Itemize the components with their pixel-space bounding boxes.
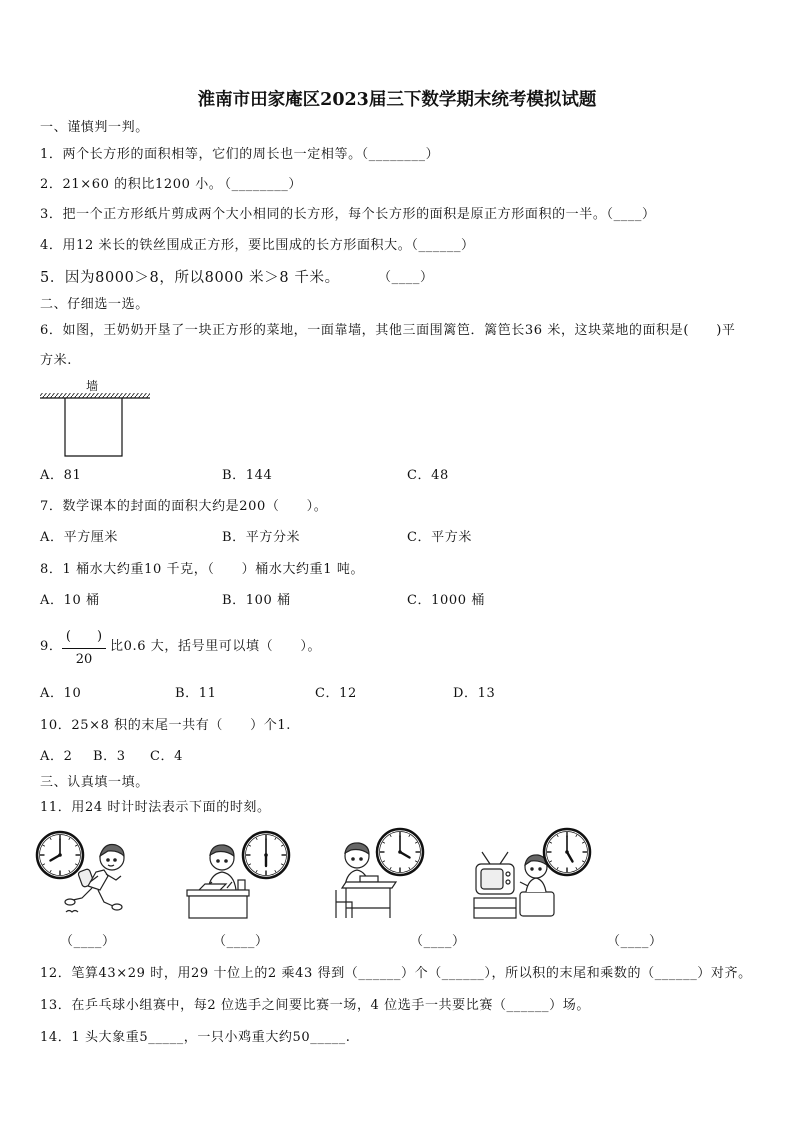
question-7-option-c: C．平方米 (407, 530, 472, 545)
page-title: 淮南市田家庵区2023届三下数学期末统考模拟试题 (197, 90, 597, 110)
clock-1-answer-blank: （____） (60, 934, 116, 949)
clock-3-answer-blank: （____） (410, 934, 466, 949)
question-8-option-b: B．100 桶 (222, 593, 291, 608)
question-8: 8．1 桶水大约重10 千克，（ ）桶水大约重1 吨。 (40, 562, 365, 577)
question-14: 14．1 头大象重5_____，一只小鸡重大约50_____. (40, 1030, 351, 1045)
clock-center-pin (58, 853, 62, 857)
question-10-option-c: C．4 (150, 749, 184, 764)
clock-3 (377, 829, 423, 875)
question-7-option-b: B．平方分米 (222, 530, 301, 545)
question-1: 1．两个长方形的面积相等，它们的周长也一定相等。（________） (40, 147, 440, 162)
question-9-text: 比0.6 大，括号里可以填（ ）。 (110, 639, 322, 654)
question-9-option-b: B．11 (175, 686, 217, 701)
clock-pictures-strip (0, 820, 794, 925)
clock-4 (544, 829, 590, 875)
question-6-option-b: B．144 (222, 468, 273, 483)
question-5-answer-blank: （____） (378, 270, 434, 285)
question-6-line-1: 6．如图，王奶奶开垦了一块正方形的菜地，一面靠墙，其他三面围篱笆．篱笆长36 米，这块菜地的面积是( )平 (40, 323, 736, 338)
clock-center-pin (398, 850, 402, 854)
question-8-option-a: A．10 桶 (40, 593, 100, 608)
question-6-option-a: A．81 (40, 468, 82, 483)
question-9-option-c: C．12 (315, 686, 357, 701)
question-3: 3．把一个正方形纸片剪成两个大小相同的长方形，每个长方形的面积是原正方形面积的一半。（____） (40, 207, 656, 222)
question-7: 7．数学课本的封面的面积大约是200（ ）。 (40, 499, 328, 514)
boy-watching-tv-illustration (474, 852, 554, 918)
fraction-bar (62, 648, 106, 649)
question-9-number: 9． (40, 639, 63, 654)
question-8-option-c: C．1000 桶 (407, 593, 485, 608)
question-6-option-c: C．48 (407, 468, 449, 483)
clock-2-answer-blank: （____） (213, 934, 269, 949)
question-10: 10．25×8 积的末尾一共有（ ）个1. (40, 718, 291, 733)
question-7-option-a: A．平方厘米 (40, 530, 118, 545)
section-heading-choose: 二、仔细选一选。 (40, 297, 149, 312)
clock-2 (243, 832, 289, 878)
question-4: 4．用12 米长的铁丝围成正方形，要比围成的长方形面积大。（______） (40, 238, 475, 253)
wall-hatching (40, 393, 150, 398)
question-10-option-b: B．3 (93, 749, 126, 764)
question-6-line-2: 方米. (40, 353, 72, 368)
clock-1 (37, 832, 83, 878)
question-9-option-a: A．10 (40, 686, 82, 701)
boy-at-desk-illustration (187, 845, 249, 918)
wall-label: 墙 (86, 379, 99, 393)
question-5: 5．因为8000＞8，所以8000 米＞8 千米。 (40, 270, 340, 286)
clock-4-answer-blank: （____） (607, 934, 663, 949)
question-13: 13．在乒乓球小组赛中，每2 位选手之间要比赛一场，4 位选手一共要比赛（______）场。 (40, 998, 590, 1013)
section-heading-judge: 一、谨慎判一判。 (40, 120, 149, 135)
clock-center-pin (264, 853, 268, 857)
fraction-denominator: 20 (75, 652, 93, 667)
question-11: 11．用24 时计时法表示下面的时刻。 (40, 800, 271, 815)
question-2-answer-blank: （________） (218, 177, 302, 192)
question-9-option-d: D．13 (453, 686, 496, 701)
section-heading-fill: 三、认真填一填。 (40, 775, 149, 790)
clock-center-pin (565, 850, 569, 854)
fraction-numerator: ( ) (65, 629, 103, 644)
square-garden-fence (65, 398, 122, 456)
question-2: 2．21×60 的积比1200 小。 (40, 177, 223, 192)
question-12: 12．笔算43×29 时，用29 十位上的2 乘43 得到（______）个（______），所以积的末尾和乘数的（______）对齐。 (40, 966, 752, 981)
wall-garden-figure (36, 376, 156, 460)
question-10-option-a: A．2 (40, 749, 73, 764)
